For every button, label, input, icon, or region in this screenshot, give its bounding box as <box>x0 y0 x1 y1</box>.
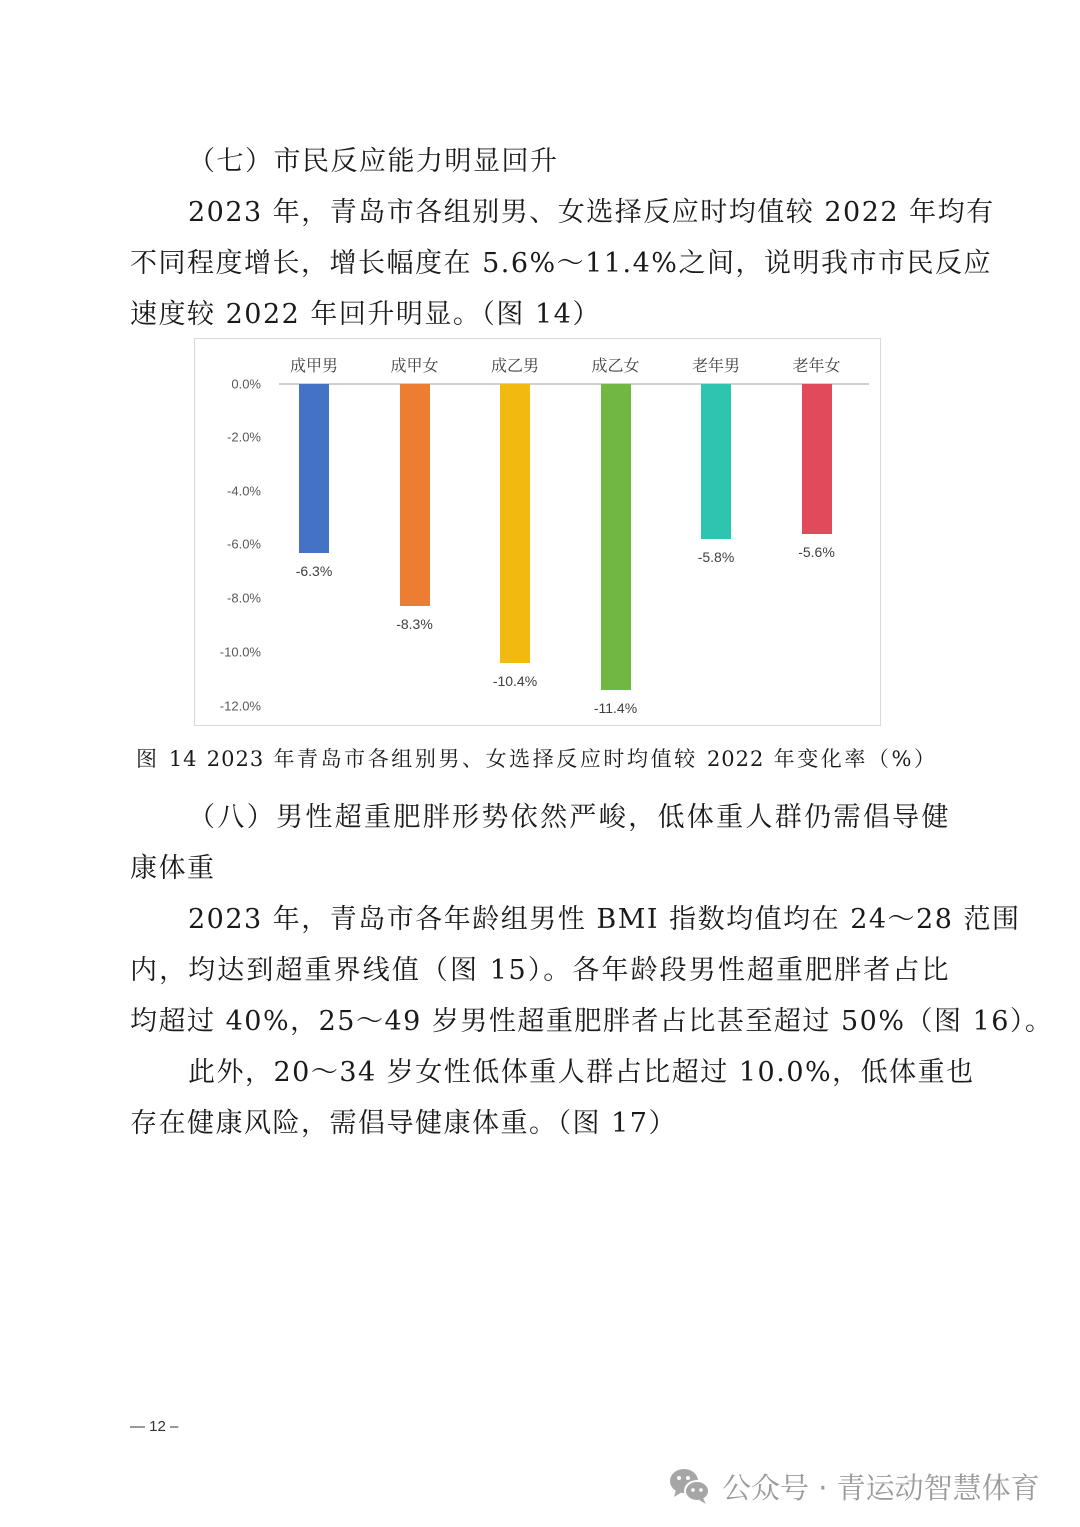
y-tick-label: -12.0% <box>219 698 261 714</box>
data-label: -8.3% <box>396 616 433 633</box>
category-label: 老年女 <box>792 358 841 375</box>
section-8-paragraph-1-line-2: 内，均达到超重界线值（图 15）。各年龄段男性超重肥胖者占比 <box>130 955 950 986</box>
section-8-paragraph-2-line-1: 此外，20～34 岁女性低体重人群占比超过 10.0%，低体重也 <box>188 1057 975 1088</box>
wechat-icon <box>668 1466 712 1506</box>
section-8-heading-line-1: （八）男性超重肥胖形势依然严峻，低体重人群仍需倡导健 <box>188 802 950 833</box>
bar-chart-figure-14 <box>194 338 881 726</box>
watermark-text: 公众号 · 青运动智慧体育 <box>722 1470 1040 1505</box>
section-7-paragraph-line-1: 2023 年，青岛市各组别男、女选择反应时均值较 2022 年均有 <box>188 197 995 228</box>
bar <box>500 384 530 663</box>
section-8-paragraph-2-line-2: 存在健康风险，需倡导健康体重。（图 17） <box>130 1108 677 1139</box>
data-label: -5.8% <box>697 549 735 566</box>
y-tick-label: -6.0% <box>227 536 261 552</box>
category-label: 成甲女 <box>390 358 439 375</box>
x-axis-line <box>279 383 869 385</box>
section-7-heading: （七）市民反应能力明显回升 <box>188 146 559 177</box>
category-label: 成乙男 <box>490 358 539 375</box>
y-tick-label: -8.0% <box>227 590 261 606</box>
wechat-watermark <box>668 1464 1040 1508</box>
section-8-paragraph-1-line-1: 2023 年，青岛市各年龄组男性 BMI 指数均值均在 24～28 范围 <box>188 904 1021 935</box>
figure-14-caption: 图 14 2023 年青岛市各组别男、女选择反应时均值较 2022 年变化率（%） <box>136 747 936 771</box>
category-label: 成乙女 <box>591 358 640 375</box>
bar <box>802 384 832 534</box>
category-label: 成甲男 <box>289 358 338 375</box>
data-label: -11.4% <box>593 699 638 716</box>
y-tick-label: -10.0% <box>219 644 261 660</box>
bar <box>400 384 430 606</box>
category-label: 老年男 <box>691 358 740 375</box>
page-number: — 12 – <box>130 1418 179 1435</box>
data-label: -5.6% <box>798 544 835 561</box>
section-7-paragraph-line-3: 速度较 2022 年回升明显。（图 14） <box>130 299 601 330</box>
data-label: -6.3% <box>295 562 333 579</box>
bar <box>299 384 329 553</box>
section-8-heading-line-2: 康体重 <box>130 853 216 884</box>
section-7-paragraph-line-2: 不同程度增长，增长幅度在 5.6%～11.4%之间，说明我市市民反应 <box>130 248 992 279</box>
y-tick-label: 0.0% <box>231 376 261 392</box>
data-label: -10.4% <box>492 672 538 689</box>
section-8-paragraph-1-line-3: 均超过 40%，25～49 岁男性超重肥胖者占比甚至超过 50%（图 16）。 <box>130 1006 1054 1037</box>
y-tick-label: -4.0% <box>227 483 261 499</box>
bar <box>701 384 731 539</box>
y-tick-label: -2.0% <box>227 429 261 445</box>
bar <box>601 384 631 690</box>
